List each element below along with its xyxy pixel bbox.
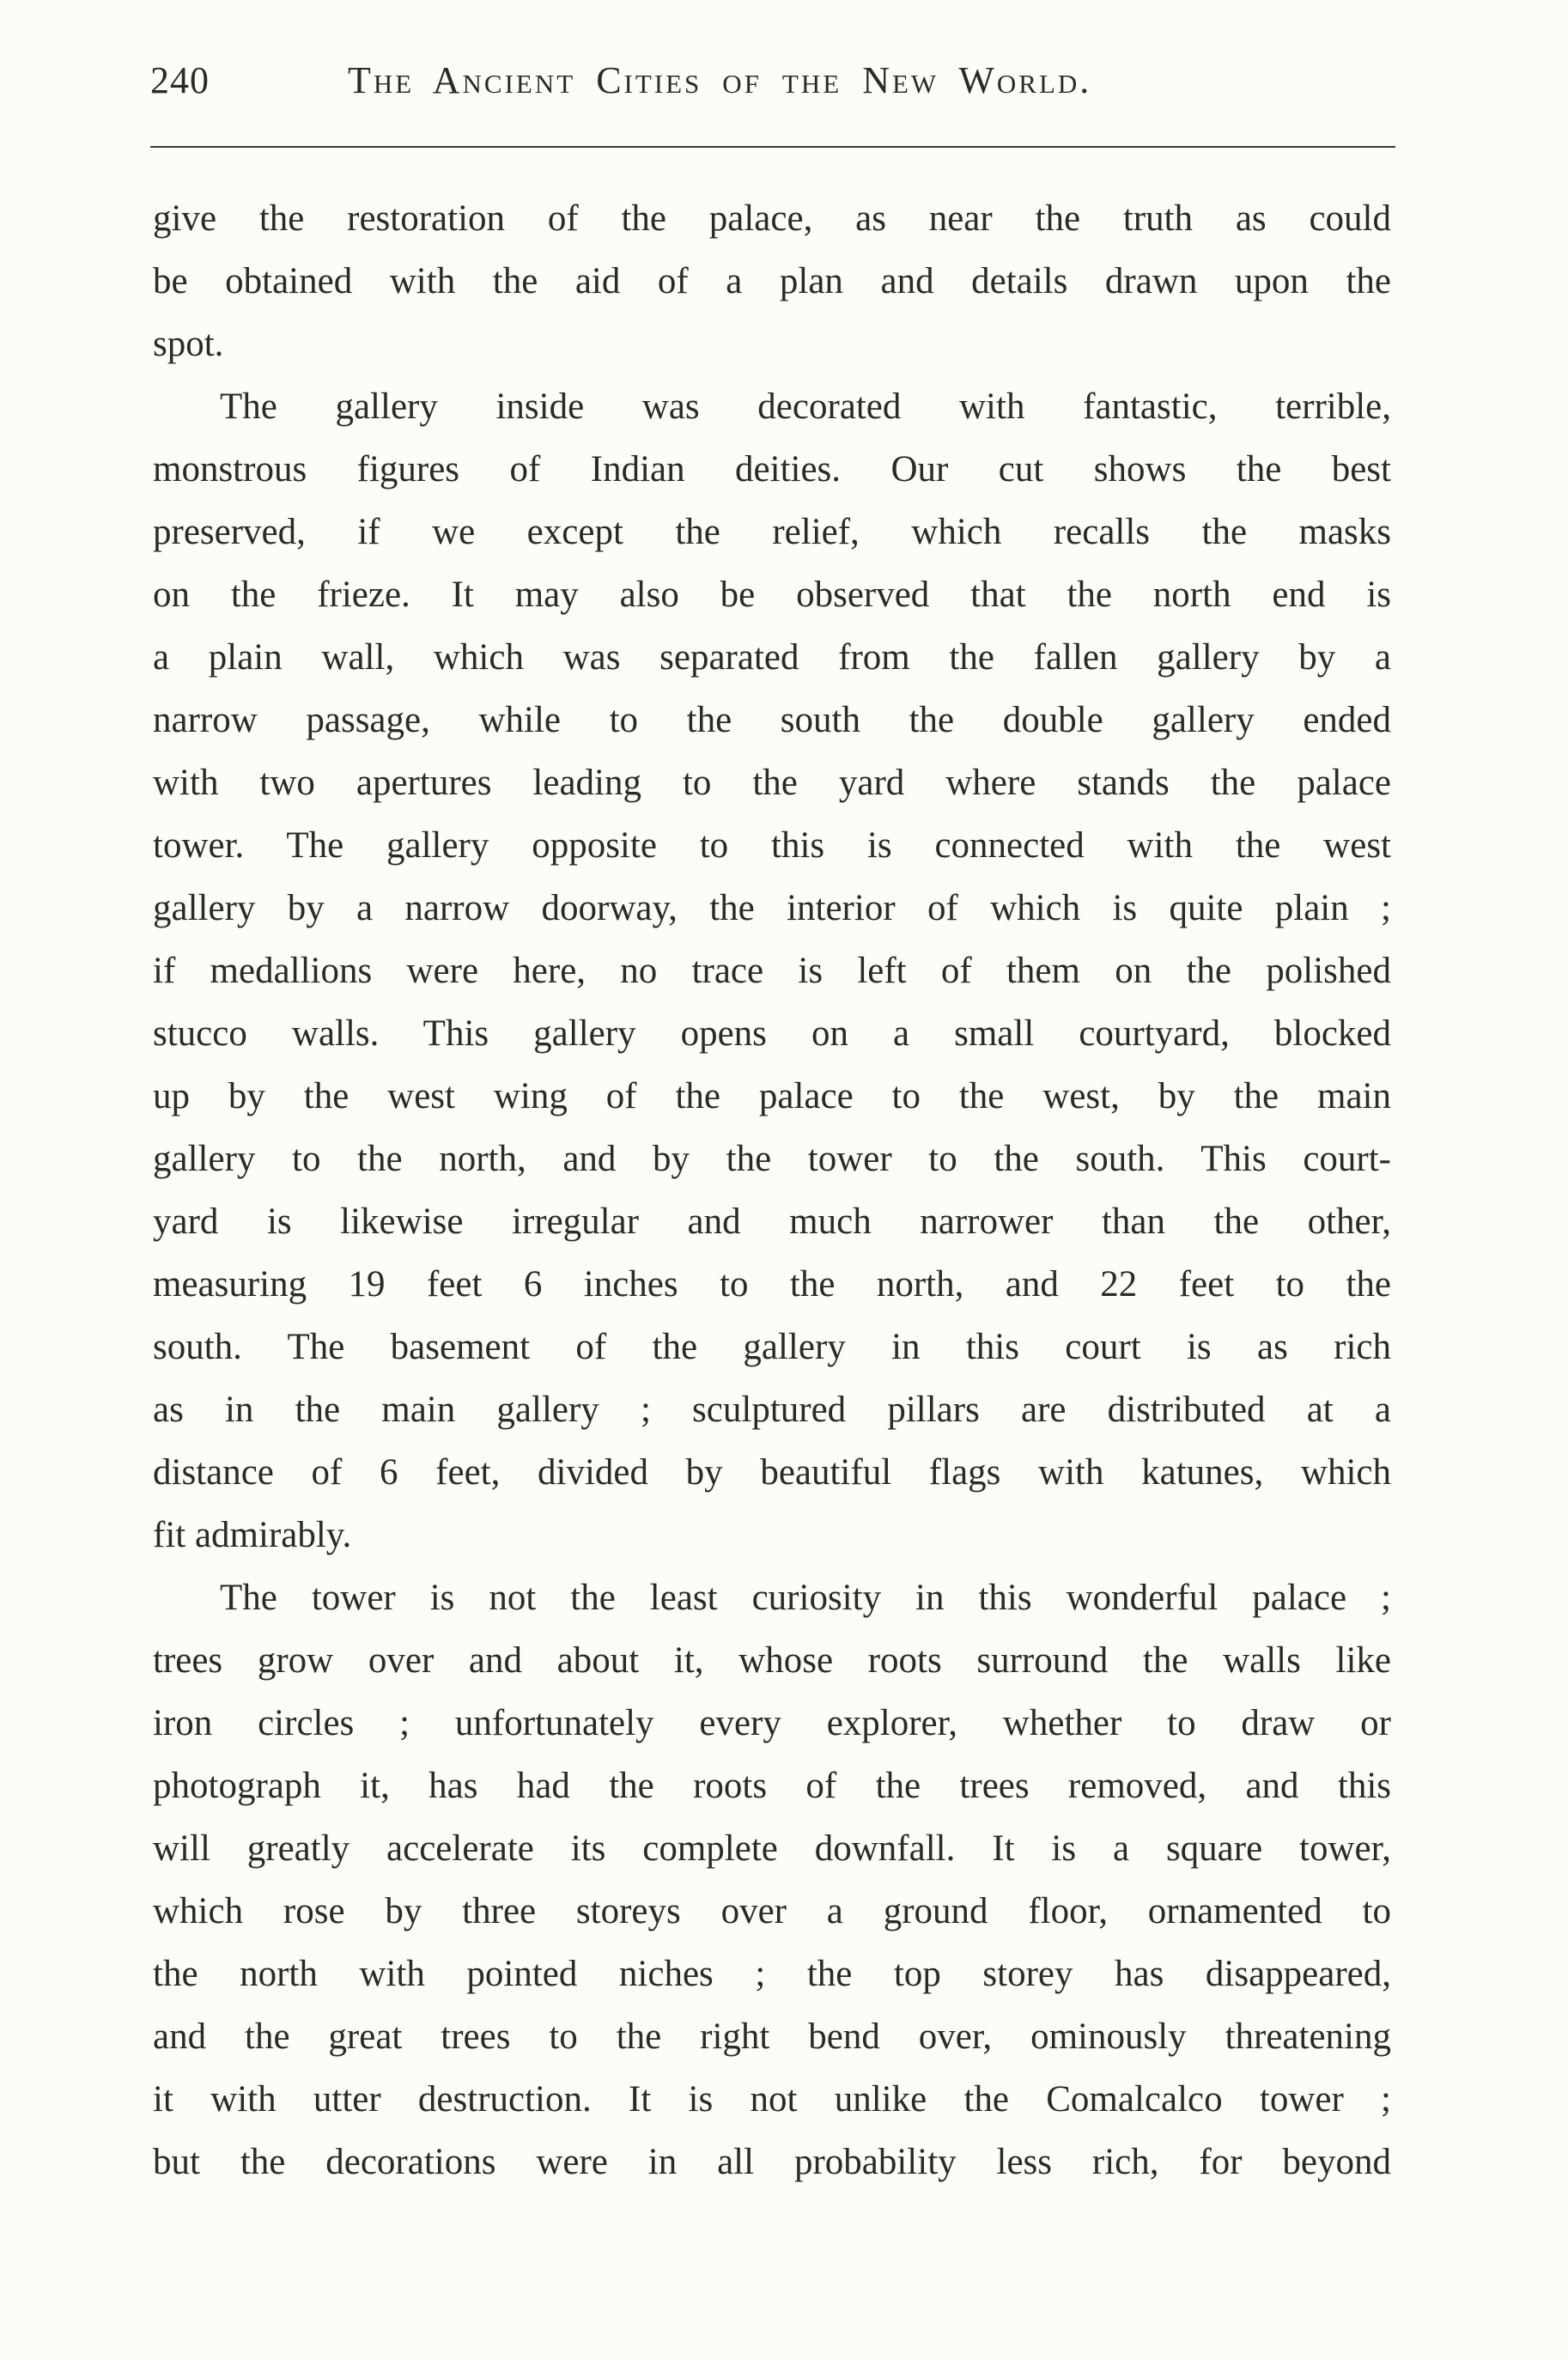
text-line: trees grow over and about it, whose roots surround the walls like <box>153 1640 1391 1681</box>
text-line: south. The basement of the gallery in this court is as rich <box>153 1327 1391 1367</box>
text-line: a plain wall, which was separated from the fallen gallery by a <box>153 637 1391 678</box>
text-line: preserved, if we except the relief, which recalls the masks <box>153 512 1391 552</box>
text-line: photograph it, has had the roots of the trees removed, and this <box>153 1766 1391 1806</box>
text-line: which rose by three storeys over a ground floor, ornamented to <box>153 1891 1391 1931</box>
text-line: stucco walls. This gallery opens on a small courtyard, blocked <box>153 1013 1391 1054</box>
text-line: gallery by a narrow doorway, the interior of which is quite plain ; <box>153 888 1391 928</box>
page-number: 240 <box>150 59 210 101</box>
paragraph-start-line: The gallery inside was decorated with fantastic, terrible, <box>220 386 1391 427</box>
running-title: The Ancient Cities of the New World. <box>348 59 1092 101</box>
text-line: will greatly accelerate its complete downfall. It is a square tower, <box>153 1828 1391 1869</box>
text-line: gallery to the north, and by the tower to the south. This court- <box>153 1139 1391 1179</box>
text-line: tower. The gallery opposite to this is connected with the west <box>153 825 1391 866</box>
text-line: up by the west wing of the palace to the west, by the main <box>153 1076 1391 1116</box>
paragraph-start-line: The tower is not the least curiosity in this wonderful palace ; <box>220 1578 1391 1618</box>
text-line: iron circles ; unfortunately every explorer, whether to draw or <box>153 1703 1391 1743</box>
text-line: as in the main gallery ; sculptured pillars are distributed at a <box>153 1390 1391 1430</box>
text-line: spot. <box>153 324 224 364</box>
body-text <box>153 187 1391 2193</box>
text-line: if medallions were here, no trace is left of them on the polished <box>153 951 1391 991</box>
text-line: be obtained with the aid of a plan and details drawn upon the <box>153 261 1391 301</box>
text-line: measuring 19 feet 6 inches to the north, and 22 feet to the <box>153 1264 1391 1305</box>
text-line: monstrous figures of Indian deities. Our cut shows the best <box>153 449 1391 490</box>
header-rule <box>150 146 1395 148</box>
text-line: fit admirably. <box>153 1515 352 1555</box>
text-line: narrow passage, while to the south the double gallery ended <box>153 700 1391 740</box>
text-line: on the frieze. It may also be observed that the north end is <box>153 575 1391 615</box>
text-line: yard is likewise irregular and much narrower than the other, <box>153 1201 1391 1242</box>
text-line: but the decorations were in all probability less rich, for beyond <box>153 2142 1391 2182</box>
text-line: give the restoration of the palace, as near the truth as could <box>153 198 1391 239</box>
text-line: with two apertures leading to the yard where stands the palace <box>153 763 1391 803</box>
text-line: and the great trees to the right bend over, ominously threatening <box>153 2016 1391 2057</box>
running-head <box>150 58 1404 110</box>
text-line: the north with pointed niches ; the top storey has disappeared, <box>153 1954 1391 1994</box>
text-line: it with utter destruction. It is not unlike the Comalcalco tower ; <box>153 2079 1391 2120</box>
text-line: distance of 6 feet, divided by beautiful flags with katunes, which <box>153 1452 1391 1493</box>
